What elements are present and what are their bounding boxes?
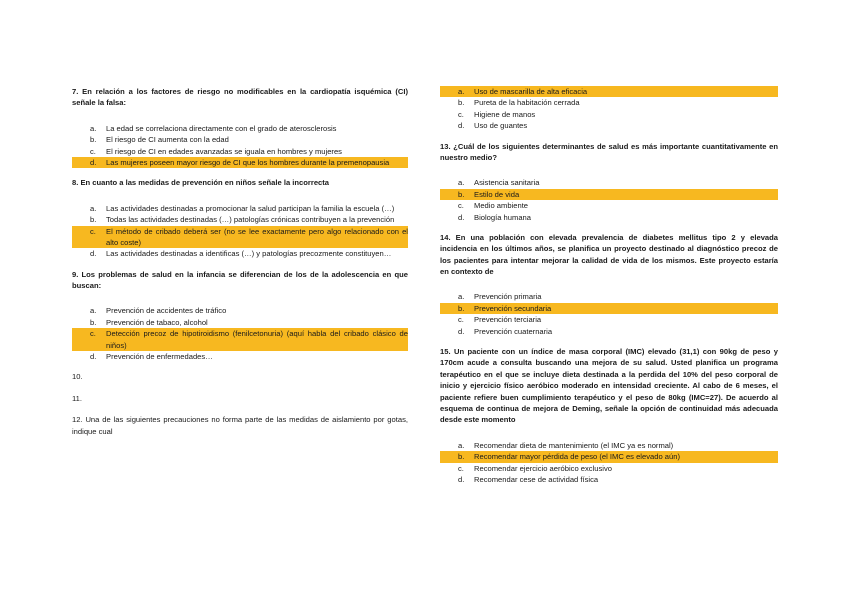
option-item (440, 326, 778, 337)
option-item (72, 351, 408, 362)
option-item (72, 146, 408, 157)
option-item (440, 200, 778, 211)
option-letter: c. (90, 226, 96, 236)
option-item (440, 463, 778, 474)
option-item (440, 109, 778, 120)
question-7: 7. En relación a los factores de riesgo no modificables en la cardiopatía isquémica (CI) señale la falsa: (72, 87, 408, 108)
option-item (72, 203, 408, 214)
option-text: Estilo de vida (474, 189, 520, 199)
question-13-options (440, 177, 778, 223)
option-text: El riesgo de CI aumenta con la edad (106, 135, 229, 145)
option-letter: a. (458, 292, 465, 302)
option-item (72, 134, 408, 145)
option-text: Higiene de manos (474, 109, 536, 119)
option-text: Medio ambiente (474, 201, 529, 211)
option-item (72, 123, 408, 134)
option-letter: c. (458, 315, 464, 325)
option-item (440, 212, 778, 223)
option-text: Prevención terciaria (474, 315, 542, 325)
option-item (440, 440, 778, 451)
question-15-options (440, 440, 778, 486)
option-text: Prevención de accidentes de tráfico (106, 306, 227, 316)
option-text: Prevención de enfermedades… (106, 352, 213, 362)
option-text: Recomendar cese de actividad física (474, 474, 599, 484)
question-7-options (72, 123, 408, 169)
option-item (72, 214, 408, 225)
option-letter: b. (458, 303, 465, 313)
option-text: Las mujeres poseen mayor riesgo de CI que los hombres durante la premenopausia (106, 157, 390, 167)
option-item-highlighted (440, 189, 778, 200)
option-letter: a. (90, 203, 97, 213)
option-text: Prevención cuaternaria (474, 326, 553, 336)
option-item-highlighted (440, 303, 778, 314)
option-item (72, 305, 408, 316)
option-letter: d. (458, 121, 465, 131)
option-item (440, 120, 778, 131)
question-13: 13. ¿Cuál de los siguientes determinantes de salud es más importante cuantitativamente en nuestro medio? (440, 141, 778, 162)
option-text: Uso de mascarilla de alta eficacia (474, 87, 588, 96)
option-letter: d. (458, 326, 465, 336)
question-15: 15. Un paciente con un índice de masa corporal (IMC) elevado (31,1) con 90kg de peso y 170cm acude a consulta buscando una mejora de su salud. Usted planifica un programa terapéutico en el que se incluye dieta destinada a la perdida del 10% del peso corporal de inicio y ejercicio físico aeróbico moderado en intensidad creciente. Al cabo de 6 meses, el paciente refiere buen cumplimiento terapéutico y el peso de 80kg (IMC=27). De acuerdo al esquema de continua de mejora de Deming, señale la opción de continuidad más adecuada desde este momento (440, 347, 778, 425)
question-12-options (440, 86, 778, 132)
option-letter: a. (90, 123, 97, 133)
option-letter: d. (90, 249, 97, 259)
option-letter: b. (90, 215, 97, 225)
option-letter: d. (458, 212, 465, 222)
option-letter: a. (458, 87, 465, 96)
option-letter: b. (90, 317, 97, 327)
option-text: El riesgo de CI en edades avanzadas se iguala en hombres y mujeres (106, 146, 342, 156)
option-letter: b. (90, 135, 97, 145)
option-letter: d. (90, 157, 97, 167)
option-letter: c. (458, 463, 464, 473)
question-9: 9. Los problemas de salud en la infancia se diferencian de los de la adolescencia en que buscan: (72, 269, 408, 291)
option-letter: d. (90, 352, 97, 362)
option-text: Pureta de la habitación cerrada (474, 98, 580, 108)
option-letter: a. (90, 306, 97, 316)
option-text: Las actividades destinadas a identificas (…) y patologías precozmente constituyen… (106, 249, 392, 259)
left-column (72, 86, 408, 443)
option-text: Biología humana (474, 212, 531, 222)
right-column (440, 86, 778, 494)
question-14: 14. En una población con elevada prevalencia de diabetes mellitus tipo 2 y elevada incidencia en los últimos años, se planifica un proyecto destinado al diagnóstico precoz de los pacientes para intentar mejorar la calidad de vida de los mismos. Este proyecto estaría en contexto de (440, 232, 778, 277)
option-letter: a. (458, 440, 465, 450)
option-item (440, 291, 778, 302)
question-11: 11. (72, 393, 82, 403)
option-item (440, 97, 778, 108)
option-text: Prevención de tabaco, alcohol (106, 317, 208, 327)
option-letter: d. (458, 474, 465, 484)
question-8: 8. En cuanto a las medidas de prevención en niños señale la incorrecta (72, 178, 330, 188)
option-text: Uso de guantes (474, 121, 528, 131)
question-14-options (440, 291, 778, 337)
option-text: Asistencia sanitaria (474, 178, 540, 188)
option-item (440, 177, 778, 188)
option-item-highlighted (72, 157, 408, 168)
option-text: Recomendar ejercicio aeróbico exclusivo (474, 463, 613, 473)
option-item-highlighted (72, 328, 408, 351)
option-item (440, 474, 778, 485)
option-text: Prevención secundaria (474, 303, 552, 313)
option-letter: b. (458, 189, 465, 199)
option-text: Prevención primaria (474, 292, 542, 302)
option-letter: c. (458, 201, 464, 211)
option-item (440, 314, 778, 325)
option-text: Detección precoz de hipotiroidismo (fenilcetonuria) (aquí habla del cribado clásico de niños) (106, 329, 408, 350)
option-item-highlighted (440, 86, 778, 97)
option-text: El método de cribado deberá ser (no se lee exactamente pero algo relacionado con el alto coste) (106, 226, 408, 247)
option-letter: c. (458, 109, 464, 119)
option-text: Recomendar mayor pérdida de peso (el IMC es elevado aún) (474, 452, 680, 462)
question-12: 12. Una de las siguientes precauciones no forma parte de las medidas de aislamiento por gotas, indique cual (72, 415, 408, 436)
option-text: Las actividades destinadas a promocionar la salud participan la familia la escuela (…) (106, 203, 395, 213)
option-text: Todas las actividades destinadas (…) patologías crónicas contribuyen a la prevención (106, 215, 395, 225)
question-9-options (72, 305, 408, 362)
option-letter: b. (458, 98, 465, 108)
option-letter: a. (458, 178, 465, 188)
option-item (72, 317, 408, 328)
option-letter: c. (90, 329, 96, 339)
question-10: 10. (72, 372, 83, 382)
question-8-options (72, 203, 408, 260)
option-letter: b. (458, 452, 465, 462)
option-letter: c. (90, 146, 96, 156)
option-item (72, 248, 408, 259)
option-text: Recomendar dieta de mantenimiento (el IMC ya es normal) (474, 440, 674, 450)
option-text: La edad se correlaciona directamente con el grado de aterosclerosis (106, 123, 337, 133)
option-item-highlighted (440, 451, 778, 462)
option-item-highlighted (72, 226, 408, 249)
